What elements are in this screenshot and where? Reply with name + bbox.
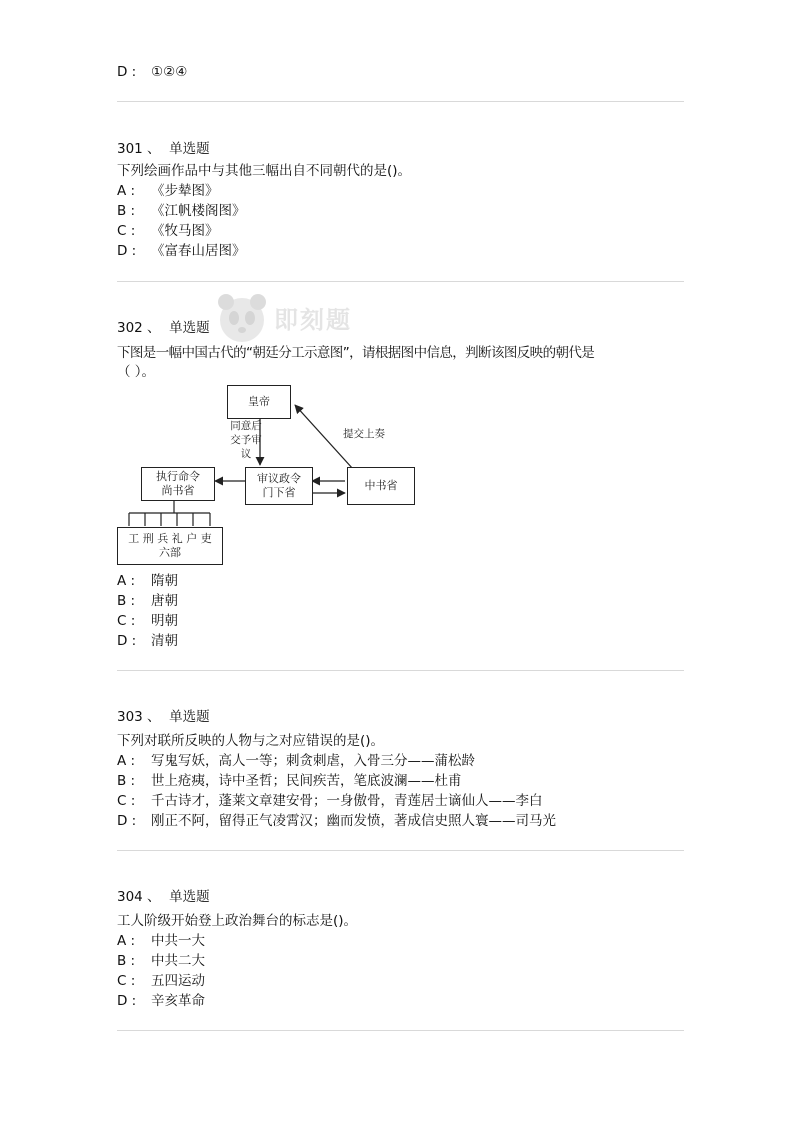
- option-text: 辛亥革命: [151, 993, 205, 1009]
- option-text: 刚正不阿，留得正气凌霄汉；幽而发愤，著成信史照人寰——司马光: [151, 813, 556, 829]
- option-text: 明朝: [151, 613, 178, 629]
- question-number: 301 、: [117, 141, 161, 157]
- option-label: C :: [117, 613, 136, 629]
- option-label: C :: [117, 223, 136, 239]
- question-303-option-b: [117, 771, 462, 791]
- divider: [117, 850, 684, 851]
- zhongshu-label: 中书省: [364, 479, 398, 492]
- question-302-option-b: [117, 591, 178, 611]
- annotation-approve-line2: 交予审议: [230, 434, 262, 460]
- option-label: B :: [117, 773, 136, 789]
- question-type: 单选题: [169, 709, 210, 725]
- divider: [117, 101, 684, 102]
- question-302-header: [117, 318, 210, 338]
- top-option-d: [117, 62, 187, 82]
- question-type: 单选题: [169, 141, 210, 157]
- six-ministries-line1: 工 刑 兵 礼 户 吏: [128, 532, 212, 545]
- option-text: 清朝: [151, 633, 178, 649]
- shangshu-line1: 执行命令: [156, 470, 200, 483]
- question-303-header: [117, 707, 210, 727]
- option-text: 世上疮痍，诗中圣哲；民间疾苦，笔底波澜——杜甫: [151, 773, 462, 789]
- option-text: 《富春山居图》: [151, 243, 246, 259]
- court-division-diagram: [117, 383, 437, 575]
- question-type: 单选题: [169, 889, 210, 905]
- option-label: B :: [117, 203, 136, 219]
- option-label: C :: [117, 973, 136, 989]
- question-301-option-d: [117, 241, 246, 261]
- question-number: 303 、: [117, 709, 161, 725]
- annotation-approve: [229, 419, 263, 461]
- option-label: B :: [117, 593, 136, 609]
- question-303-stem: 下列对联所反映的人物与之对应错误的是()。: [117, 733, 385, 749]
- question-301-option-a: [117, 181, 219, 201]
- annotation-submit: 提交上奏: [343, 428, 385, 440]
- option-text: 唐朝: [151, 593, 178, 609]
- option-label: C :: [117, 793, 136, 809]
- six-ministries-box: [117, 527, 223, 565]
- question-302-option-c: [117, 611, 178, 631]
- option-text: 《江帆楼阁图》: [151, 203, 246, 219]
- six-ministries-line2: 六部: [159, 546, 181, 559]
- zhongshu-box: [347, 467, 415, 505]
- option-label: A :: [117, 753, 136, 769]
- divider: [117, 670, 684, 671]
- option-text: 中共二大: [151, 953, 205, 969]
- option-text: 写鬼写妖，高人一等；刺贪刺虐，入骨三分——蒲松龄: [151, 753, 475, 769]
- watermark-logo: [214, 290, 384, 346]
- option-label: D :: [117, 993, 137, 1009]
- option-text: 五四运动: [151, 973, 205, 989]
- menxia-line2: 门下省: [262, 486, 296, 499]
- question-303-option-a: [117, 751, 475, 771]
- question-304-option-d: [117, 991, 205, 1011]
- option-text: 《牧马图》: [151, 223, 219, 239]
- option-label: A :: [117, 183, 136, 199]
- question-301-header: [117, 139, 210, 159]
- option-text: 中共一大: [151, 933, 205, 949]
- option-label: B :: [117, 953, 136, 969]
- option-label: D :: [117, 64, 137, 80]
- menxia-box: [245, 467, 313, 505]
- question-301-stem: 下列绘画作品中与其他三幅出自不同朝代的是()。: [117, 163, 412, 179]
- question-302-option-d: [117, 631, 178, 651]
- option-text: ①②④: [151, 64, 188, 80]
- question-302-option-a: [117, 571, 178, 591]
- question-type: 单选题: [169, 320, 210, 336]
- question-304-option-c: [117, 971, 205, 991]
- option-text: 千古诗才，蓬莱文章建安骨；一身傲骨，青莲居士谪仙人——李白: [151, 793, 543, 809]
- divider: [117, 1030, 684, 1031]
- option-label: D :: [117, 813, 137, 829]
- shangshu-box: [141, 467, 215, 501]
- question-303-option-c: [117, 791, 543, 811]
- question-302-stem-line1: 下图是一幅中国古代的“朝廷分工示意图”，请根据图中信息，判断该图反映的朝代是: [117, 345, 595, 361]
- option-label: A :: [117, 933, 136, 949]
- option-label: D :: [117, 633, 137, 649]
- divider: [117, 281, 684, 282]
- question-304-header: [117, 887, 210, 907]
- shangshu-line2: 尚书省: [161, 484, 195, 497]
- option-text: 隋朝: [151, 573, 178, 589]
- question-303-option-d: [117, 811, 556, 831]
- emperor-label: 皇帝: [248, 395, 270, 408]
- menxia-line1: 审议政令: [257, 472, 301, 485]
- question-304-option-a: [117, 931, 205, 951]
- option-text: 《步辇图》: [151, 183, 219, 199]
- question-302-stem-line2: （ ）。: [117, 364, 156, 380]
- watermark-text: 即刻题: [274, 306, 352, 334]
- question-number: 302 、: [117, 320, 161, 336]
- annotation-approve-line1: 同意后: [230, 420, 262, 432]
- emperor-box: [227, 385, 291, 419]
- question-304-stem: 工人阶级开始登上政治舞台的标志是()。: [117, 913, 358, 929]
- question-number: 304 、: [117, 889, 161, 905]
- question-301-option-b: [117, 201, 246, 221]
- option-label: A :: [117, 573, 136, 589]
- question-304-option-b: [117, 951, 205, 971]
- question-301-option-c: [117, 221, 219, 241]
- option-label: D :: [117, 243, 137, 259]
- panda-icon: [214, 290, 270, 346]
